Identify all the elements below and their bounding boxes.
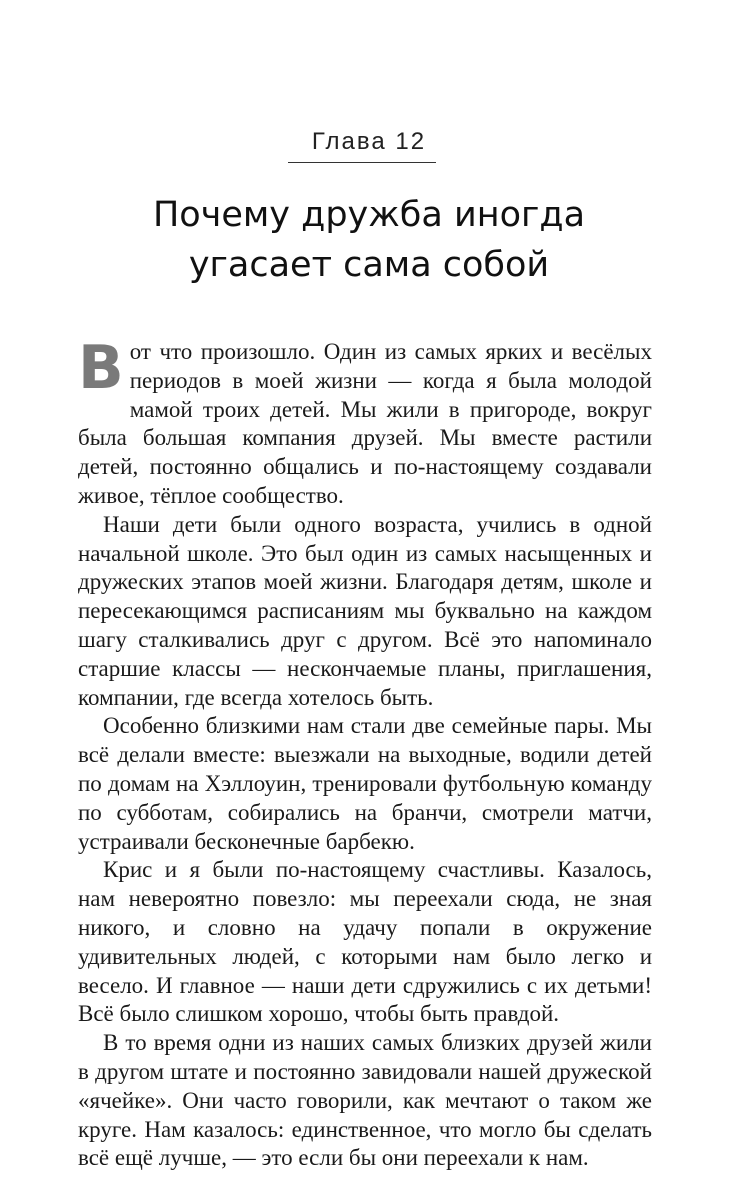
drop-cap: В [78,333,124,403]
chapter-underline [288,162,436,163]
paragraph-1 [78,333,652,511]
chapter-title [40,190,698,290]
chapter-title-line-2: угасает сама собой [188,245,550,285]
paragraph-2: Наши дети были одного возраста, учились в одной начальной школе. Это был один из самых насыщенных и дружеских этапов моей жизни. Благодаря детям, школе и пересекающимся расписаниям мы буквально на каждом шагу сталкивались друг с другом. Всё это напоминало старшие классы — нескончаемые планы, приглашения, компании, где всегда хотелось быть. [78,511,652,710]
paragraph-5: В то время одни из наших самых близких друзей жили в другом штате и постоянно завидовали нашей дружеской «ячейке». Они часто говорили, как мечтают о таком же круге. Нам казалось: единственное, что могло бы сделать всё ещё лучше, — это если бы они переехали к нам. [78,1030,652,1171]
paragraph-1-text: от что произошло. Один из самых ярких и весёлых периодов в моей жизни — когда я была молодой мамой троих детей. Мы жили в пригороде, вокруг была большая компания друзей. Мы вместе растили детей, постоянно общались и по-настоящему создавали живое, тёплое сообщество. [78,339,652,508]
chapter-label: Глава 12 [311,128,427,155]
body-text [78,333,652,1173]
chapter-title-line-1: Почему дружба иногда [152,195,586,235]
paragraph-3: Особенно близкими нам стали две семейные пары. Мы всё делали вместе: выезжали на выходные, водили детей по домам на Хэллоуин, тренировали футбольную команду по субботам, собирались на бранчи, смотрели матчи, устраивали бесконечные барбекю. [78,713,652,854]
paragraph-4: Крис и я были по-настоящему счастливы. Казалось, нам невероятно повезло: мы переехали сюда, не зная никого, и словно на удачу попали в окружение удивительных людей, с которыми нам было легко и весело. И главное — наши дети сдружились с их детьми! Всё было слишком хорошо, чтобы быть правдой. [78,857,652,1027]
